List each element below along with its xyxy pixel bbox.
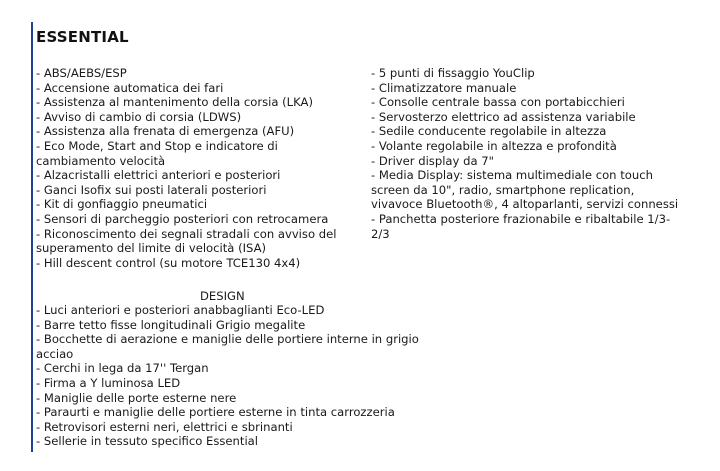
list-item: - ABS/AEBS/ESP [36,66,127,80]
list-item: - Assistenza alla frenata di emergenza (AFU) [36,124,295,139]
list-item: screen da 10", radio, smartphone replication, [371,182,635,197]
list-item: - Paraurti e maniglie delle portiere esterne in tinta carrozzeria [36,405,395,420]
list-item: superamento del limite di velocità (ISA) [36,241,267,256]
list-item: - Media Display: sistema multimediale con touch [371,168,653,183]
left-accent-rule [31,22,33,452]
list-item: - Assistenza al mantenimento della corsia (LKA) [36,95,313,110]
list-item: - Eco Mode, Start and Stop e indicatore di [36,138,278,153]
list-item: - Servosterzo elettrico ad assistenza variabile [371,109,636,124]
list-item: - Climatizzatore manuale [371,80,517,95]
list-item: - Alzacristalli elettrici anteriori e posteriori [36,168,281,183]
list-item: - Accensione automatica dei fari [36,80,224,95]
list-item: - Hill descent control (su motore TCE130 4x4) [36,255,301,270]
trim-title: ESSENTIAL [36,28,129,46]
list-item: - Consolle centrale bassa con portabicchieri [371,95,625,110]
list-item: - Panchetta posteriore frazionabile e ribaltabile 1/3- [371,211,671,226]
list-item: - Riconoscimento dei segnali stradali con avviso del [36,226,337,241]
list-item: 2/3 [371,226,390,241]
list-item: - Bocchette di aerazione e maniglie delle portiere interne in grigio [36,332,419,347]
list-item: - 5 punti di fissaggio YouClip [371,66,535,80]
list-item: - Retrovisori esterni neri, elettrici e sbrinanti [36,419,293,434]
list-item: vivavoce Bluetooth®, 4 altoparlanti, servizi connessi [371,197,679,212]
list-item: - Sensori di parcheggio posteriori con retrocamera [36,211,329,226]
list-item: - Sellerie in tessuto specifico Essential [36,434,258,449]
equipment-list-left [36,66,336,270]
list-item: - Luci anteriori e posteriori anabbaglianti Eco-LED [36,303,325,317]
list-item: - Sedile conducente regolabile in altezza [371,124,607,139]
list-item: - Firma a Y luminosa LED [36,375,181,390]
design-section-heading: DESIGN [200,289,245,303]
list-item: - Volante regolabile in altezza e profondità [371,138,617,153]
equipment-list-right [371,66,678,241]
list-item: cambiamento velocità [36,153,166,168]
list-item: - Avviso di cambio di corsia (LDWS) [36,109,242,124]
list-item: - Kit di gonfiaggio pneumatici [36,197,208,212]
list-item: acciao [36,346,74,361]
design-list [36,303,419,449]
list-item: - Driver display da 7" [371,153,494,168]
list-item: - Ganci Isofix sui posti laterali posteriori [36,182,267,197]
list-item: - Maniglie delle porte esterne nere [36,390,237,405]
list-item: - Barre tetto fisse longitudinali Grigio megalite [36,317,306,332]
list-item: - Cerchi in lega da 17'' Tergan [36,361,209,376]
